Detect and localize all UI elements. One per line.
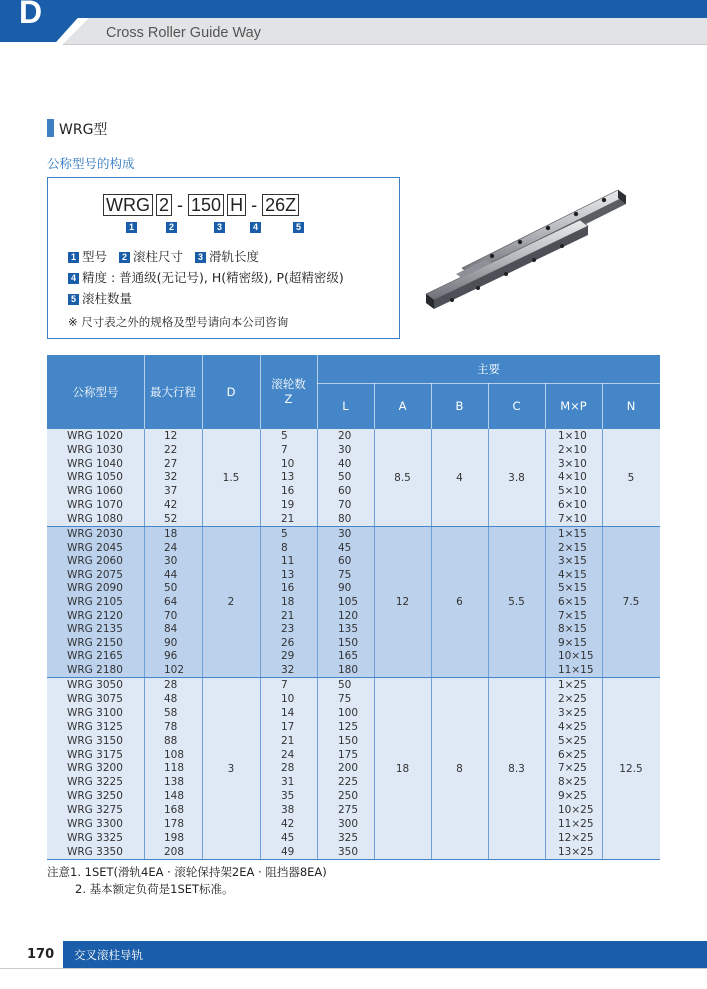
cell-stroke: 78 xyxy=(164,720,178,733)
cell-model: WRG 2180 xyxy=(67,663,123,676)
table-group-2 xyxy=(47,527,660,677)
cell-z: 11 xyxy=(281,555,295,568)
column-stroke xyxy=(144,678,202,859)
grid-line xyxy=(260,429,261,859)
cell-model: WRG 1060 xyxy=(67,485,123,498)
cell-model: WRG 2045 xyxy=(67,541,123,554)
cell-c: 5.5 xyxy=(508,596,525,608)
cell-mxp: 2×25 xyxy=(558,692,587,705)
cell-z: 49 xyxy=(281,845,295,858)
cell-model: WRG 1030 xyxy=(67,443,123,456)
cell-l: 45 xyxy=(338,541,352,554)
cell-l: 150 xyxy=(338,636,359,649)
header-model: 公称型号 xyxy=(47,355,144,429)
grid-line xyxy=(374,429,375,859)
cell-stroke: 28 xyxy=(164,679,178,691)
column-mxp xyxy=(545,429,602,526)
cell-z: 23 xyxy=(281,623,295,636)
cell-stroke: 208 xyxy=(164,845,185,858)
cell-stroke: 118 xyxy=(164,762,185,775)
cell-mxp: 1×15 xyxy=(558,528,587,540)
cell-model: WRG 3225 xyxy=(67,776,123,789)
cell-stroke: 108 xyxy=(164,748,185,761)
code-precision: H xyxy=(227,194,246,216)
legend-badge: 5 xyxy=(68,294,79,305)
cell-stroke: 44 xyxy=(164,568,178,581)
code-number-badge: 1 xyxy=(126,222,137,233)
legend-line xyxy=(68,268,344,286)
page-number: 170 xyxy=(27,947,55,962)
cell-stroke: 64 xyxy=(164,595,178,608)
product-rail-image xyxy=(412,182,632,317)
cell-d: 1.5 xyxy=(222,471,240,484)
section-title: WRG型 xyxy=(59,122,108,138)
cell-stroke: 37 xyxy=(164,485,178,498)
legend-text: 滚柱尺寸 xyxy=(133,249,184,264)
cell-z: 13 xyxy=(281,471,295,484)
legend-text: 型号 xyxy=(82,249,108,264)
cell-mxp: 5×15 xyxy=(558,582,587,595)
cell-model: WRG 1020 xyxy=(67,430,123,442)
header-main-dimensions: 主要 xyxy=(317,355,660,383)
cell-b: 8 xyxy=(456,762,463,775)
cell-l: 225 xyxy=(338,776,359,789)
cell-stroke: 178 xyxy=(164,818,185,831)
code-rail-length: 150 xyxy=(188,194,224,216)
grid-line xyxy=(602,429,603,859)
cell-z: 38 xyxy=(281,804,295,817)
cell-mxp: 2×10 xyxy=(558,443,587,456)
table-bottom-line xyxy=(47,859,660,860)
header-max-stroke: 最大行程 xyxy=(144,355,202,429)
cell-l: 275 xyxy=(338,804,359,817)
cell-mxp: 9×15 xyxy=(558,636,587,649)
cell-l: 250 xyxy=(338,790,359,803)
section-marker xyxy=(47,119,54,137)
cell-stroke: 48 xyxy=(164,692,178,705)
cell-mxp: 10×25 xyxy=(558,804,594,817)
cell-mxp: 4×25 xyxy=(558,720,587,733)
cell-model: WRG 2075 xyxy=(67,568,123,581)
cell-z: 13 xyxy=(281,568,295,581)
legend-text: 滚柱数量 xyxy=(82,291,133,306)
cell-l: 100 xyxy=(338,706,359,719)
cell-a: 12 xyxy=(395,596,410,608)
header-title: Cross Roller Guide Way xyxy=(106,25,261,41)
grid-line xyxy=(545,429,546,859)
cell-mxp: 4×10 xyxy=(558,471,587,484)
header-roller-count xyxy=(260,355,317,429)
cell-mxp: 4×15 xyxy=(558,568,587,581)
grid-line xyxy=(488,429,489,859)
cell-z: 21 xyxy=(281,609,295,622)
cell-mxp: 6×10 xyxy=(558,499,587,512)
cell-z: 45 xyxy=(281,831,295,844)
column-model xyxy=(47,527,144,677)
cell-model: WRG 2165 xyxy=(67,650,123,663)
cell-mxp: 11×25 xyxy=(558,818,594,831)
legend-line xyxy=(68,247,259,265)
cell-z: 8 xyxy=(281,541,288,554)
cell-l: 300 xyxy=(338,818,359,831)
code-dash: - xyxy=(251,195,258,215)
cell-z: 7 xyxy=(281,443,288,456)
cell-l: 75 xyxy=(338,568,352,581)
cell-l: 135 xyxy=(338,623,359,636)
cell-model: WRG 2030 xyxy=(67,528,123,540)
cell-l: 175 xyxy=(338,748,359,761)
cell-model: WRG 2135 xyxy=(67,623,123,636)
cell-mxp: 7×10 xyxy=(558,512,587,525)
chapter-letter: D xyxy=(19,0,43,30)
cell-stroke: 138 xyxy=(164,776,185,789)
table-group-1 xyxy=(47,429,660,526)
cell-stroke: 22 xyxy=(164,443,178,456)
cell-l: 40 xyxy=(338,457,352,470)
cell-stroke: 148 xyxy=(164,790,185,803)
legend-line xyxy=(68,289,132,307)
cell-model: WRG 1080 xyxy=(67,512,123,525)
header-mxp: M×P xyxy=(545,383,602,429)
cell-mxp: 12×25 xyxy=(558,831,594,844)
cell-stroke: 30 xyxy=(164,555,178,568)
cell-mxp: 5×25 xyxy=(558,734,587,747)
cell-z: 18 xyxy=(281,595,295,608)
model-composition-box xyxy=(47,177,400,339)
cell-c: 8.3 xyxy=(508,762,525,775)
cell-model: WRG 3100 xyxy=(67,706,123,719)
cell-a: 8.5 xyxy=(394,471,411,484)
cell-stroke: 96 xyxy=(164,650,178,663)
header-roller-count-label: 滚轮数 xyxy=(271,377,306,391)
cell-stroke: 27 xyxy=(164,457,178,470)
header-d: D xyxy=(202,355,260,429)
cell-l: 105 xyxy=(338,595,359,608)
header-divider xyxy=(63,44,707,45)
header-roller-count-symbol: Z xyxy=(284,392,293,406)
cell-l: 90 xyxy=(338,582,352,595)
cell-mxp: 3×10 xyxy=(558,457,587,470)
cell-l: 60 xyxy=(338,485,352,498)
cell-l: 350 xyxy=(338,845,359,858)
cell-model: WRG 3175 xyxy=(67,748,123,761)
cell-model: WRG 2060 xyxy=(67,555,123,568)
footer-title: 交叉滚柱导轨 xyxy=(74,948,143,962)
cell-mxp: 9×25 xyxy=(558,790,587,803)
cell-stroke: 84 xyxy=(164,623,178,636)
cell-stroke: 90 xyxy=(164,636,178,649)
cell-model: WRG 2105 xyxy=(67,595,123,608)
header-a: A xyxy=(374,383,431,429)
code-dash: - xyxy=(177,195,184,215)
code-number-badge: 3 xyxy=(214,222,225,233)
cell-z: 14 xyxy=(281,706,295,719)
cell-l: 150 xyxy=(338,734,359,747)
column-z xyxy=(260,678,317,859)
cell-z: 7 xyxy=(281,679,288,691)
cell-z: 10 xyxy=(281,457,295,470)
cell-n: 7.5 xyxy=(622,596,640,608)
cell-stroke: 32 xyxy=(164,471,178,484)
cell-stroke: 70 xyxy=(164,609,178,622)
column-stroke xyxy=(144,429,202,526)
cell-stroke: 42 xyxy=(164,499,178,512)
cell-z: 16 xyxy=(281,485,295,498)
code-roller-count: 26Z xyxy=(262,194,299,216)
cell-mxp: 10×15 xyxy=(558,650,594,663)
cell-z: 26 xyxy=(281,636,295,649)
cell-mxp: 3×25 xyxy=(558,706,587,719)
cell-model: WRG 1050 xyxy=(67,471,123,484)
column-z xyxy=(260,527,317,677)
cell-l: 30 xyxy=(338,528,352,540)
column-z xyxy=(260,429,317,526)
grid-line xyxy=(202,429,203,859)
note-rated-load: 2. 基本额定负荷是1SET标准。 xyxy=(75,882,234,896)
column-mxp xyxy=(545,527,602,677)
cell-z: 19 xyxy=(281,499,295,512)
cell-model: WRG 3125 xyxy=(67,720,123,733)
group-divider xyxy=(47,526,660,527)
footer-divider xyxy=(0,968,707,969)
cell-z: 10 xyxy=(281,692,295,705)
cell-l: 30 xyxy=(338,443,352,456)
cell-z: 21 xyxy=(281,512,295,525)
column-model xyxy=(47,678,144,859)
cell-mxp: 7×15 xyxy=(558,609,587,622)
spec-table xyxy=(47,355,660,860)
cell-model: WRG 1070 xyxy=(67,499,123,512)
code-number-badge: 4 xyxy=(250,222,261,233)
cell-model: WRG 2150 xyxy=(67,636,123,649)
cell-stroke: 102 xyxy=(164,663,185,676)
column-stroke xyxy=(144,527,202,677)
legend-badge: 4 xyxy=(68,273,79,284)
grid-line xyxy=(144,429,145,859)
cell-mxp: 11×15 xyxy=(558,663,594,676)
cell-stroke: 198 xyxy=(164,831,185,844)
cell-l: 325 xyxy=(338,831,359,844)
cell-l: 20 xyxy=(338,430,352,442)
column-l xyxy=(317,678,374,859)
cell-stroke: 18 xyxy=(164,528,178,540)
cell-stroke: 88 xyxy=(164,734,178,747)
cell-mxp: 8×25 xyxy=(558,776,587,789)
cell-d: 2 xyxy=(227,596,235,608)
cell-n: 12.5 xyxy=(619,762,643,775)
table-group-3 xyxy=(47,678,660,859)
cell-mxp: 7×25 xyxy=(558,762,587,775)
cell-stroke: 50 xyxy=(164,582,178,595)
cell-mxp: 1×10 xyxy=(558,430,587,442)
cell-z: 17 xyxy=(281,720,295,733)
cell-model: WRG 2090 xyxy=(67,582,123,595)
column-l xyxy=(317,429,374,526)
cell-model: WRG 1040 xyxy=(67,457,123,470)
legend-badge: 2 xyxy=(119,252,130,263)
header-l: L xyxy=(317,383,374,429)
footer-band xyxy=(63,941,707,968)
cell-z: 32 xyxy=(281,663,295,676)
cell-stroke: 52 xyxy=(164,512,178,525)
cell-l: 80 xyxy=(338,512,352,525)
cell-z: 5 xyxy=(281,430,288,442)
cell-l: 120 xyxy=(338,609,359,622)
cell-l: 60 xyxy=(338,555,352,568)
cell-l: 125 xyxy=(338,720,359,733)
cell-z: 28 xyxy=(281,762,295,775)
cell-l: 165 xyxy=(338,650,359,663)
code-roller-size: 2 xyxy=(156,194,172,216)
header-n: N xyxy=(602,383,660,429)
cell-mxp: 3×15 xyxy=(558,555,587,568)
header-band xyxy=(0,0,707,18)
legend-text: 精度 : 普通级(无记号), H(精密级), P(超精密级) xyxy=(82,270,344,285)
cell-d: 3 xyxy=(227,762,235,775)
header-c: C xyxy=(488,383,545,429)
cell-model: WRG 3350 xyxy=(67,845,123,858)
note-set-composition: 注意1. 1SET(滑轨4EA · 滚轮保持架2EA · 阻挡器8EA) xyxy=(47,865,327,879)
cell-l: 50 xyxy=(338,679,352,691)
cell-z: 42 xyxy=(281,818,295,831)
column-l xyxy=(317,527,374,677)
cell-model: WRG 3050 xyxy=(67,679,123,691)
cell-stroke: 24 xyxy=(164,541,178,554)
column-model xyxy=(47,429,144,526)
model-code xyxy=(103,193,299,217)
group-divider xyxy=(47,677,660,678)
cell-l: 70 xyxy=(338,499,352,512)
cell-mxp: 6×15 xyxy=(558,595,587,608)
cell-z: 16 xyxy=(281,582,295,595)
cell-l: 200 xyxy=(338,762,359,775)
cell-l: 75 xyxy=(338,692,352,705)
grid-line xyxy=(431,429,432,859)
legend-badge: 1 xyxy=(68,252,79,263)
cell-b: 6 xyxy=(456,596,463,608)
cell-model: WRG 3200 xyxy=(67,762,123,775)
cell-mxp: 1×25 xyxy=(558,679,587,691)
cell-model: WRG 3075 xyxy=(67,692,123,705)
cell-mxp: 2×15 xyxy=(558,541,587,554)
cell-a: 18 xyxy=(395,762,410,775)
cell-model: WRG 2120 xyxy=(67,609,123,622)
cell-z: 29 xyxy=(281,650,295,663)
cell-stroke: 58 xyxy=(164,706,178,719)
cell-z: 5 xyxy=(281,528,288,540)
legend-text: 滑轨长度 xyxy=(209,249,260,264)
cell-mxp: 5×10 xyxy=(558,485,587,498)
code-number-badge: 2 xyxy=(166,222,177,233)
cell-mxp: 13×25 xyxy=(558,845,594,858)
cell-stroke: 168 xyxy=(164,804,185,817)
cell-n: 5 xyxy=(627,471,635,484)
cell-model: WRG 3275 xyxy=(67,804,123,817)
cell-z: 35 xyxy=(281,790,295,803)
cell-stroke: 12 xyxy=(164,430,178,442)
cell-z: 31 xyxy=(281,776,295,789)
cell-z: 24 xyxy=(281,748,295,761)
code-number-badge: 5 xyxy=(293,222,304,233)
cell-z: 21 xyxy=(281,734,295,747)
column-mxp xyxy=(545,678,602,859)
cell-mxp: 6×25 xyxy=(558,748,587,761)
cell-c: 3.8 xyxy=(508,471,525,484)
cell-model: WRG 3325 xyxy=(67,831,123,844)
cell-b: 4 xyxy=(456,471,463,484)
cell-model: WRG 3150 xyxy=(67,734,123,747)
code-series: WRG xyxy=(103,194,153,216)
cell-l: 50 xyxy=(338,471,352,484)
cell-mxp: 8×15 xyxy=(558,623,587,636)
header-b: B xyxy=(431,383,488,429)
section-subtitle: 公称型号的构成 xyxy=(47,156,135,171)
cell-l: 180 xyxy=(338,663,359,676)
legend-badge: 3 xyxy=(195,252,206,263)
grid-line xyxy=(317,429,318,859)
cell-model: WRG 3250 xyxy=(67,790,123,803)
inquiry-note: ※ 尺寸表之外的规格及型号请向本公司咨询 xyxy=(68,315,289,329)
cell-model: WRG 3300 xyxy=(67,818,123,831)
